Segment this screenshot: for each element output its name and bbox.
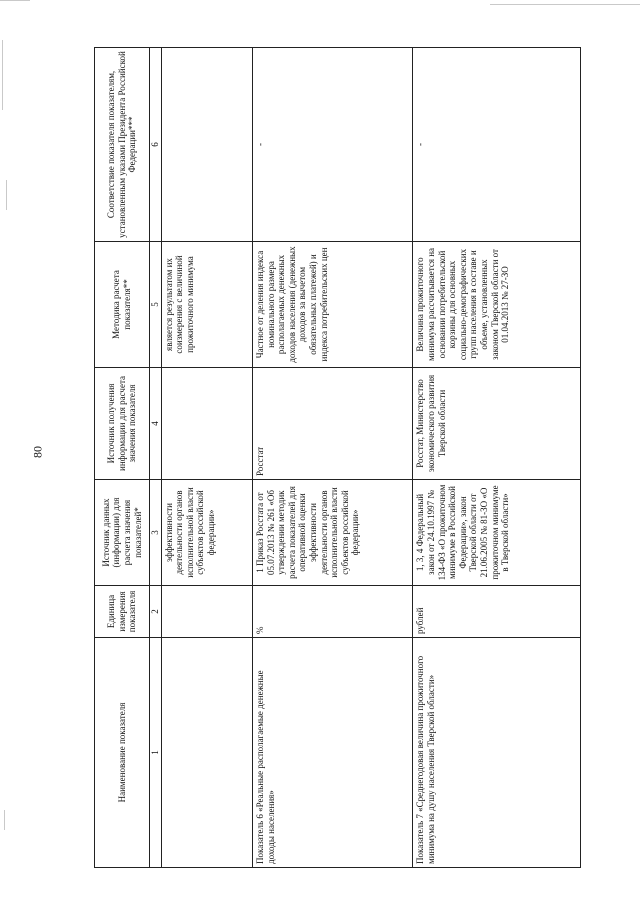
column-number: 4 bbox=[150, 368, 162, 480]
cell-source-info: Росстат, Министерство экономического развития Тверской области bbox=[413, 368, 581, 480]
scan-mark-top-left bbox=[0, 0, 30, 1]
cell-indicator-name: Показатель 7 «Среднегодовая величина прожиточного минимума на душу населения Тверской области» bbox=[413, 638, 581, 868]
table-row bbox=[413, 48, 581, 868]
column-number: 1 bbox=[150, 638, 162, 868]
header-row bbox=[95, 48, 150, 868]
page-number: 80 bbox=[30, 446, 45, 458]
table-row bbox=[161, 48, 252, 868]
cell-method: Частное от деления индекса номинального размера располагаемых денежных доходов населения (денежных доходов за вычетом обязательных платежей) и индекса потребительских цен bbox=[253, 242, 413, 368]
column-number: 6 bbox=[150, 48, 162, 242]
scan-mark-left-3 bbox=[4, 810, 5, 830]
cell-compliance: - bbox=[413, 48, 581, 242]
cell-method: является результатом их соизмерения с величиной прожиточного минимума bbox=[161, 242, 252, 368]
scan-mark-left-1 bbox=[2, 40, 3, 110]
cell-indicator-name: Показатель 6 «Реальные располагаемые денежные доходы населения» bbox=[253, 638, 413, 868]
column-number-row bbox=[150, 48, 162, 868]
cell-indicator-name bbox=[161, 638, 252, 868]
header-source-data: Источник данных (информации) для расчета значения показателей* bbox=[95, 480, 150, 586]
cell-compliance bbox=[161, 48, 252, 242]
cell-unit: % bbox=[253, 586, 413, 638]
cell-source-data: 1, 3, 4 Федеральный закон от 24.10.1997 № 134-ФЗ «О прожиточном минимуме в Российской Федерации», закон Тверской области от 21.06.2005 № 81-ЗО «О прожиточном минимуме в Тверской области» bbox=[413, 480, 581, 586]
cell-source-info bbox=[161, 368, 252, 480]
scan-mark-left-2 bbox=[6, 180, 7, 210]
header-method: Методика расчета показателя** bbox=[95, 242, 150, 368]
table-row bbox=[253, 48, 413, 868]
header-source-info: Источник получения информации для расчета значения показателя bbox=[95, 368, 150, 480]
cell-compliance: - bbox=[253, 48, 413, 242]
indicator-table bbox=[94, 47, 581, 868]
header-unit: Единица измерения показателя bbox=[95, 586, 150, 638]
cell-unit: рублей bbox=[413, 586, 581, 638]
cell-source-info: Росстат bbox=[253, 368, 413, 480]
header-name: Наименование показателя bbox=[95, 638, 150, 868]
rotated-table-container bbox=[94, 48, 581, 868]
cell-unit bbox=[161, 586, 252, 638]
column-number: 2 bbox=[150, 586, 162, 638]
rotated-table-frame bbox=[94, 48, 581, 868]
cell-source-data: 1 Приказ Росстата от 05.07.2013 № 261 «Об утверждении методик расчета показателей для оперативной оценки эффективности деятельности органов исполнительной власти субъектов российской федерации» bbox=[253, 480, 413, 586]
scan-mark-top-right bbox=[490, 4, 640, 5]
cell-source-data: эффективности деятельности органов исполнительной власти субъектов российской федерации» bbox=[161, 480, 252, 586]
column-number: 5 bbox=[150, 242, 162, 368]
cell-method: Величина прожиточного минимума рассчитывается на основании потребительской корзины для основных социально-демографических групп населения в составе и объеме, установленных законом Тверской области от 01.04.2013 № 27-ЗО bbox=[413, 242, 581, 368]
column-number: 3 bbox=[150, 480, 162, 586]
header-compliance: Соответствие показателя показателям, установленным указами Президента Российской Федерации*** bbox=[95, 48, 150, 242]
